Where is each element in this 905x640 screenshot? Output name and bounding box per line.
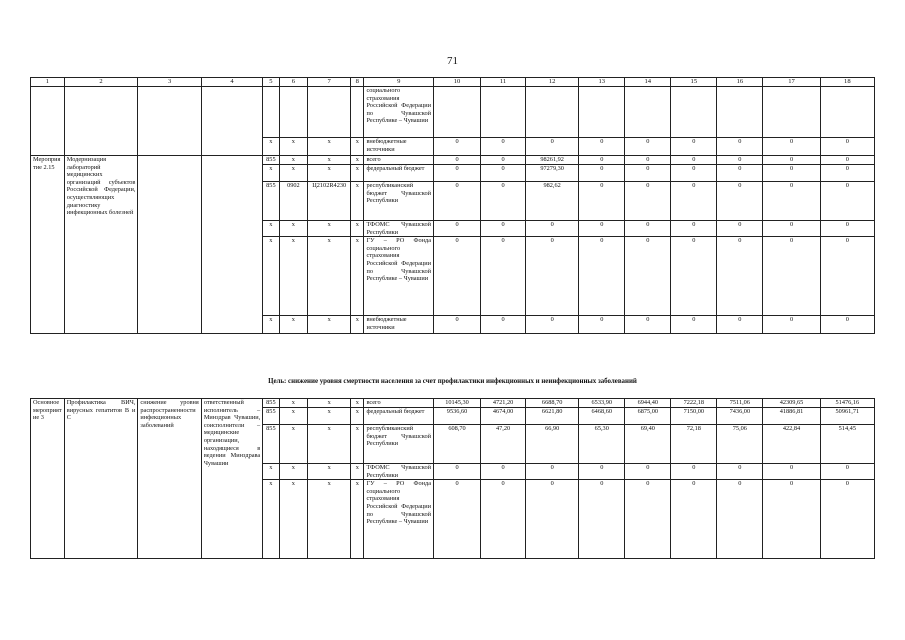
cell-col-11: 4674,00 — [481, 408, 526, 425]
cell-col-12: 98261,92 — [526, 156, 579, 165]
cell-col-5: 855 — [263, 399, 279, 408]
cell-col-13: 65,30 — [579, 425, 625, 464]
cell-col-10: 0 — [434, 480, 481, 559]
cell-col-7: х — [308, 408, 351, 425]
cell-col-16: 0 — [717, 316, 763, 334]
cell-col-7 — [308, 87, 351, 138]
cell-col-18: 0 — [820, 138, 874, 156]
cell-col-14: 6944,40 — [625, 399, 671, 408]
cell-col-13: 0 — [579, 464, 625, 480]
cell-col-5: х — [263, 480, 279, 559]
cell-col-10: 0 — [434, 165, 481, 182]
header-col-6: 6 — [279, 78, 308, 87]
cell-col-10 — [434, 87, 481, 138]
cell-col-7: х — [308, 425, 351, 464]
cell-col-6: х — [279, 316, 308, 334]
cell-col-7: х — [308, 399, 351, 408]
header-col-15: 15 — [671, 78, 717, 87]
cell-col-6: х — [279, 237, 308, 316]
cell-col-15: 0 — [671, 316, 717, 334]
cell-col-17: 0 — [763, 138, 820, 156]
cell-col-6: х — [279, 138, 308, 156]
cell-col-18: 0 — [820, 165, 874, 182]
cell-col-16: 0 — [717, 237, 763, 316]
header-col-13: 13 — [579, 78, 625, 87]
cell-col-10: 608,70 — [434, 425, 481, 464]
cell-col-5: х — [263, 316, 279, 334]
cell-col-15: 0 — [671, 480, 717, 559]
cell-col-17: 41886,81 — [763, 408, 820, 425]
cell-col-12: 97279,30 — [526, 165, 579, 182]
goal-heading: Цель: снижение уровня смертности населения за счет профилактики инфекционных и неинфекционных заболеваний — [268, 378, 637, 385]
header-col-1: 1 — [31, 78, 65, 87]
cell-col-9: республиканский бюджет Чувашской Республики — [364, 425, 434, 464]
header-col-17: 17 — [763, 78, 820, 87]
cell-col-15: 0 — [671, 165, 717, 182]
cell-col-14 — [625, 87, 671, 138]
cell-col-17 — [763, 87, 820, 138]
cell-col-13: 0 — [579, 138, 625, 156]
cell-col-16: 0 — [717, 221, 763, 237]
header-col-8: 8 — [351, 78, 364, 87]
cell-col-10: 0 — [434, 182, 481, 221]
cell-col-18: 0 — [820, 221, 874, 237]
cell-col-15: 0 — [671, 156, 717, 165]
cell-col-13: 0 — [579, 316, 625, 334]
cell-col-13: 0 — [579, 182, 625, 221]
cell-col-12: 0 — [526, 464, 579, 480]
cell-col-14: 69,40 — [625, 425, 671, 464]
cell-col-6: х — [279, 425, 308, 464]
cell-col-3-continuation — [138, 87, 201, 156]
cell-col-10: 0 — [434, 138, 481, 156]
cell-col-17: 0 — [763, 165, 820, 182]
budget-table-top — [30, 77, 875, 334]
cell-col-16: 0 — [717, 182, 763, 221]
cell-col-9: всего — [364, 156, 434, 165]
cell-col-13: 0 — [579, 156, 625, 165]
cell-col-13 — [579, 87, 625, 138]
cell-col-9: всего — [364, 399, 434, 408]
cell-col-17: 0 — [763, 221, 820, 237]
cell-col-8: х — [351, 138, 364, 156]
cell-col-8: х — [351, 237, 364, 316]
cell-col-9: внебюджетные источники — [364, 316, 434, 334]
cell-col-16: 7511,06 — [717, 399, 763, 408]
cell-col-5: х — [263, 237, 279, 316]
cell-col-7: х — [308, 237, 351, 316]
cell-col-9: федеральный бюджет — [364, 408, 434, 425]
cell-col-7: Ц2102R4230 — [308, 182, 351, 221]
page-number: 71 — [447, 55, 458, 67]
cell-col-14: 0 — [625, 165, 671, 182]
cell-col-11: 0 — [481, 221, 526, 237]
cell-col-4-continuation — [201, 87, 262, 156]
cell-col-18: 0 — [820, 237, 874, 316]
cell-col-7: х — [308, 221, 351, 237]
cell-col-14: 0 — [625, 316, 671, 334]
cell-col-15: 0 — [671, 182, 717, 221]
cell-col-8: х — [351, 156, 364, 165]
cell-col-9: ТФОМС Чувашской Республики — [364, 464, 434, 480]
cell-col-9: ГУ – РО Фонда социального страхования Российской Федерации по Чувашской Республике – Чувашии — [364, 480, 434, 559]
cell-col-11: 0 — [481, 138, 526, 156]
cell-col-8: х — [351, 408, 364, 425]
cell-col-17: 42309,65 — [763, 399, 820, 408]
cell-col-6: х — [279, 480, 308, 559]
cell-col-6: х — [279, 156, 308, 165]
cell-col-9: республиканский бюджет Чувашской Республики — [364, 182, 434, 221]
cell-col-6: х — [279, 408, 308, 425]
cell-col-18: 0 — [820, 156, 874, 165]
header-col-10: 10 — [434, 78, 481, 87]
cell-col-8: х — [351, 316, 364, 334]
cell-col-8: х — [351, 221, 364, 237]
cell-col-6 — [279, 87, 308, 138]
cell-col-14: 0 — [625, 464, 671, 480]
cell-col-5 — [263, 87, 279, 138]
cell-col-8: х — [351, 425, 364, 464]
cell-col-9: ТФОМС Чувашской Республики — [364, 221, 434, 237]
cell-col-6: х — [279, 221, 308, 237]
cell-col-7: х — [308, 464, 351, 480]
cell-col-11: 47,20 — [481, 425, 526, 464]
cell-col-13: 6468,60 — [579, 408, 625, 425]
cell-col-14: 0 — [625, 237, 671, 316]
cell-col-12: 0 — [526, 237, 579, 316]
cell-col-5: х — [263, 221, 279, 237]
cell-col-11: 0 — [481, 165, 526, 182]
cell-col-8: х — [351, 182, 364, 221]
cell-col-5: 855 — [263, 156, 279, 165]
cell-col-17: 0 — [763, 464, 820, 480]
cell-col-5: х — [263, 138, 279, 156]
cell-col-12: 66,90 — [526, 425, 579, 464]
cell-col-16: 75,06 — [717, 425, 763, 464]
cell-col-14: 0 — [625, 182, 671, 221]
cell-col-9: ГУ – РО Фонда социального страхования Российской Федерации по Чувашской Республике – Чувашии — [364, 237, 434, 316]
cell-col-7: х — [308, 138, 351, 156]
cell-col-11: 4721,20 — [481, 399, 526, 408]
cell-col-13: 0 — [579, 480, 625, 559]
cell-col-11 — [481, 87, 526, 138]
cell-col-15: 0 — [671, 464, 717, 480]
cell-col-16: 0 — [717, 138, 763, 156]
cell-col-11: 0 — [481, 237, 526, 316]
cell-col-2-continuation — [64, 87, 138, 156]
cell-col-15 — [671, 87, 717, 138]
cell-col-11: 0 — [481, 480, 526, 559]
cell-col-10: 0 — [434, 316, 481, 334]
cell-col-16: 0 — [717, 156, 763, 165]
cell-col-15: 0 — [671, 237, 717, 316]
cell-col-5: 855 — [263, 425, 279, 464]
cell-col-16: 0 — [717, 165, 763, 182]
cell-col-17: 422,84 — [763, 425, 820, 464]
header-col-18: 18 — [820, 78, 874, 87]
cell-col-16: 7436,00 — [717, 408, 763, 425]
main-measure-3-name: Профилактика ВИЧ, вирусных гепатитов В и С — [64, 399, 138, 559]
table-row — [31, 156, 875, 165]
cell-col-18 — [820, 87, 874, 138]
cell-col-12: 0 — [526, 480, 579, 559]
cell-col-14: 0 — [625, 221, 671, 237]
cell-col-17: 0 — [763, 182, 820, 221]
cell-col-18: 51476,16 — [820, 399, 874, 408]
cell-col-8: х — [351, 165, 364, 182]
cell-col-7: х — [308, 480, 351, 559]
cell-col-11: 0 — [481, 464, 526, 480]
cell-col-13: 0 — [579, 237, 625, 316]
cell-col-6: х — [279, 165, 308, 182]
cell-col-11: 0 — [481, 316, 526, 334]
main-measure-3-executor: ответственный исполнитель – Минздрав Чувашии, соисполнители – медицинские организации, находящиеся в ведении Минздрава Чувашии — [201, 399, 262, 559]
cell-col-10: 0 — [434, 464, 481, 480]
cell-col-15: 0 — [671, 221, 717, 237]
cell-col-8: х — [351, 399, 364, 408]
header-col-5: 5 — [263, 78, 279, 87]
main-measure-3-goal: снижение уровня распространенности инфекционных заболеваний — [138, 399, 201, 559]
cell-col-13: 6533,90 — [579, 399, 625, 408]
table-row — [31, 87, 875, 138]
cell-col-8: х — [351, 464, 364, 480]
cell-col-12: 0 — [526, 316, 579, 334]
cell-col-17: 0 — [763, 156, 820, 165]
cell-col-14: 0 — [625, 156, 671, 165]
cell-col-15: 0 — [671, 138, 717, 156]
cell-col-12: 6621,80 — [526, 408, 579, 425]
header-col-3: 3 — [138, 78, 201, 87]
cell-col-12: 0 — [526, 221, 579, 237]
budget-table-bottom — [30, 398, 875, 559]
header-col-4: 4 — [201, 78, 262, 87]
cell-col-15: 72,18 — [671, 425, 717, 464]
header-col-11: 11 — [481, 78, 526, 87]
cell-col-6: х — [279, 464, 308, 480]
measure-2-15-col-4 — [201, 156, 262, 334]
cell-col-14: 6875,00 — [625, 408, 671, 425]
cell-col-7: х — [308, 316, 351, 334]
cell-col-10: 0 — [434, 237, 481, 316]
cell-col-6: 0902 — [279, 182, 308, 221]
header-col-12: 12 — [526, 78, 579, 87]
cell-col-18: 0 — [820, 182, 874, 221]
cell-col-8: х — [351, 480, 364, 559]
cell-col-16 — [717, 87, 763, 138]
cell-col-12: 0 — [526, 138, 579, 156]
cell-col-10: 0 — [434, 221, 481, 237]
cell-col-16: 0 — [717, 464, 763, 480]
cell-col-6: х — [279, 399, 308, 408]
cell-col-17: 0 — [763, 316, 820, 334]
cell-col-17: 0 — [763, 480, 820, 559]
cell-col-16: 0 — [717, 480, 763, 559]
cell-col-5: 855 — [263, 182, 279, 221]
header-row — [31, 78, 875, 87]
cell-col-13: 0 — [579, 165, 625, 182]
cell-col-10: 9536,60 — [434, 408, 481, 425]
cell-col-15: 7222,18 — [671, 399, 717, 408]
measure-2-15-col-3 — [138, 156, 201, 334]
cell-col-10: 0 — [434, 156, 481, 165]
cell-col-7: х — [308, 156, 351, 165]
header-col-14: 14 — [625, 78, 671, 87]
cell-col-18: 0 — [820, 464, 874, 480]
cell-col-5: х — [263, 165, 279, 182]
cell-col-11: 0 — [481, 182, 526, 221]
header-col-9: 9 — [364, 78, 434, 87]
cell-col-7: х — [308, 165, 351, 182]
cell-col-14: 0 — [625, 138, 671, 156]
cell-col-5: 855 — [263, 408, 279, 425]
cell-col-8 — [351, 87, 364, 138]
cell-col-5: х — [263, 464, 279, 480]
cell-col-15: 7150,00 — [671, 408, 717, 425]
cell-col-12 — [526, 87, 579, 138]
cell-col-18: 0 — [820, 316, 874, 334]
cell-col-11: 0 — [481, 156, 526, 165]
header-col-2: 2 — [64, 78, 138, 87]
measure-2-15-label: Мероприятие 2.15 — [31, 156, 65, 334]
cell-col-18: 50961,71 — [820, 408, 874, 425]
cell-col-13: 0 — [579, 221, 625, 237]
cell-col-17: 0 — [763, 237, 820, 316]
cell-col-9: внебюджетные источники — [364, 138, 434, 156]
cell-col-1-continuation — [31, 87, 65, 156]
cell-col-12: 6688,70 — [526, 399, 579, 408]
main-measure-3-label: Основное мероприятие 3 — [31, 399, 65, 559]
table-row — [31, 399, 875, 408]
cell-col-9: социального страхования Российской Федерации по Чувашской Республике – Чувашии — [364, 87, 434, 138]
measure-2-15-name: Модернизация лабораторий медицинских организаций субъектов Российской Федерации, осуществляющих диагностику инфекционных болезней — [64, 156, 138, 334]
cell-col-12: 982,62 — [526, 182, 579, 221]
cell-col-18: 0 — [820, 480, 874, 559]
cell-col-18: 514,45 — [820, 425, 874, 464]
header-col-16: 16 — [717, 78, 763, 87]
cell-col-10: 10145,30 — [434, 399, 481, 408]
header-col-7: 7 — [308, 78, 351, 87]
cell-col-9: федеральный бюджет — [364, 165, 434, 182]
cell-col-14: 0 — [625, 480, 671, 559]
